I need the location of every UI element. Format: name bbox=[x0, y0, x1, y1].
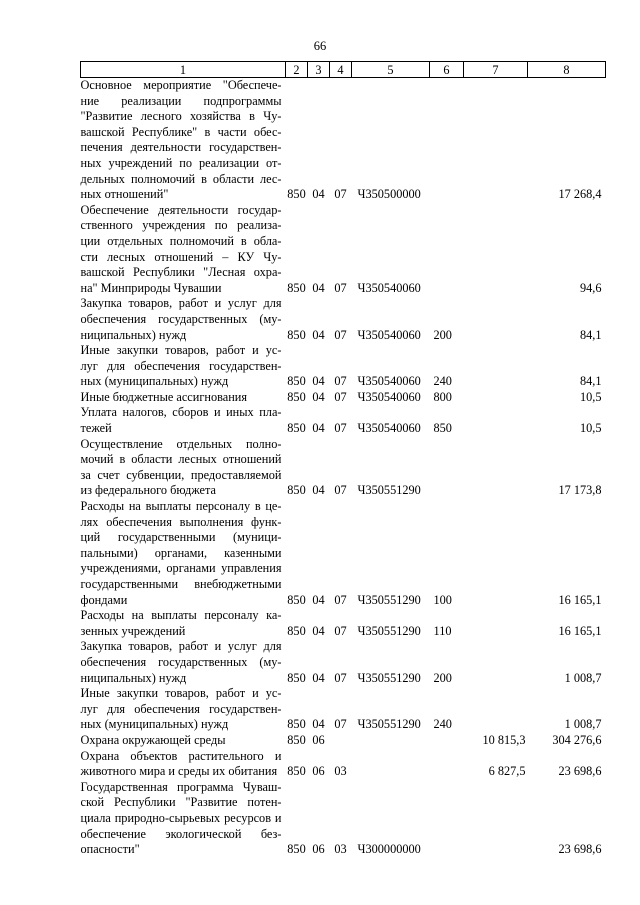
expense-name-line: за счет субвенции, предоставляемой bbox=[80, 467, 282, 482]
expense-name-cell bbox=[81, 203, 286, 297]
amount-8-cell: 23 698,6 bbox=[558, 842, 602, 857]
table-row bbox=[81, 749, 606, 780]
expense-name-line: ных отношений" bbox=[80, 187, 169, 202]
amount-8-cell: 304 276,6 bbox=[552, 732, 602, 747]
admin-code-cell: 850 bbox=[287, 327, 306, 342]
expense-type-cell: 200 bbox=[433, 670, 452, 685]
target-item-cell bbox=[352, 733, 430, 749]
expense-name-line: дельных полномочий в области лес- bbox=[80, 171, 282, 186]
expense-type-cell: 100 bbox=[433, 592, 452, 607]
expense-name-line: ных (муниципальных) нужд bbox=[80, 717, 229, 732]
admin-code-cell: 850 bbox=[287, 187, 306, 202]
subsection-cell: 07 bbox=[334, 623, 347, 638]
expense-name-line: Закупка товаров, работ и услуг для bbox=[80, 296, 282, 311]
expense-name-line: ственного учреждения по реализа- bbox=[80, 218, 282, 233]
amount-8-cell: 16 165,1 bbox=[558, 592, 602, 607]
target-item-cell: Ч350551290 bbox=[357, 717, 421, 732]
subsection-cell: 07 bbox=[334, 187, 347, 202]
expense-name-line: луг для обеспечения государствен- bbox=[80, 358, 282, 373]
expense-name-line: тежей bbox=[80, 421, 112, 436]
subsection-cell: 03 bbox=[334, 764, 347, 779]
expense-name-line: циала природно-сырьевых ресурсов bbox=[80, 810, 272, 825]
expense-name-line: учреждениями, органами управления bbox=[80, 561, 282, 576]
amount-7-cell bbox=[464, 499, 528, 608]
admin-code-cell: 850 bbox=[287, 764, 306, 779]
expense-name-line: Основное мероприятие "Обеспече- bbox=[80, 78, 282, 92]
table-row bbox=[81, 343, 606, 390]
table-row bbox=[81, 499, 606, 608]
header-col-7: 7 bbox=[464, 62, 528, 78]
header-col-8: 8 bbox=[528, 62, 606, 78]
amount-8-cell: 10,5 bbox=[579, 389, 602, 404]
section-cell: 06 bbox=[312, 764, 325, 779]
target-item-cell: Ч350500000 bbox=[357, 187, 421, 202]
expense-name-line: и обеспечение экологической без- bbox=[80, 810, 282, 841]
expense-type-cell: 200 bbox=[433, 327, 452, 342]
expense-name-line: обеспечения государственных (му- bbox=[80, 654, 282, 669]
admin-code-cell: 850 bbox=[287, 280, 306, 295]
expense-name-cell bbox=[81, 639, 286, 686]
expense-name-line: ций государственными (муници- bbox=[80, 530, 282, 545]
amount-7-cell: 10 815,3 bbox=[482, 732, 526, 747]
subsection-cell: 07 bbox=[334, 374, 347, 389]
header-col-5: 5 bbox=[352, 62, 430, 78]
expense-type-cell: 800 bbox=[433, 389, 452, 404]
expense-name-line: сти лесных отношений – КУ Чу- bbox=[80, 249, 282, 264]
amount-7-cell bbox=[464, 343, 528, 390]
amount-8-cell: 84,1 bbox=[579, 327, 602, 342]
expense-name-cell bbox=[81, 733, 286, 749]
expense-name-line: Охрана окружающей среды bbox=[80, 732, 226, 747]
amount-7-cell bbox=[464, 437, 528, 499]
admin-code-cell: 850 bbox=[287, 483, 306, 498]
amount-7-cell bbox=[464, 608, 528, 639]
target-item-cell: Ч350540060 bbox=[357, 374, 421, 389]
section-cell: 04 bbox=[312, 389, 325, 404]
amount-7-cell bbox=[464, 78, 528, 203]
admin-code-cell: 850 bbox=[287, 592, 306, 607]
expense-name-line: обеспечения государственных (му- bbox=[80, 311, 282, 326]
expense-type-cell bbox=[430, 733, 464, 749]
table-row bbox=[81, 203, 606, 297]
expense-name-line: Расходы на выплаты персоналу ка- bbox=[80, 608, 282, 623]
expense-type-cell bbox=[430, 780, 464, 858]
target-item-cell: Ч350540060 bbox=[357, 389, 421, 404]
section-cell: 04 bbox=[312, 280, 325, 295]
section-cell: 04 bbox=[312, 374, 325, 389]
section-cell: 04 bbox=[312, 483, 325, 498]
expense-name-line: ции отдельных полномочий в обла- bbox=[80, 233, 282, 248]
target-item-cell: Ч350551290 bbox=[357, 483, 421, 498]
admin-code-cell: 850 bbox=[287, 623, 306, 638]
subsection-cell: 07 bbox=[334, 280, 347, 295]
expense-name-line: Иные бюджетные ассигнования bbox=[80, 389, 248, 404]
page-number: 66 bbox=[313, 39, 327, 53]
admin-code-cell: 850 bbox=[287, 374, 306, 389]
expense-name-line: Осуществление отдельных полно- bbox=[80, 436, 282, 451]
table-row bbox=[81, 78, 606, 203]
target-item-cell bbox=[352, 749, 430, 780]
expense-name-line: ных учреждений по реализации от- bbox=[80, 155, 282, 170]
expense-name-line: Закупка товаров, работ и услуг для bbox=[80, 639, 282, 654]
expense-name-line: государственными внебюджетными bbox=[80, 577, 282, 591]
amount-8-cell: 17 173,8 bbox=[558, 483, 602, 498]
admin-code-cell: 850 bbox=[287, 421, 306, 436]
table-row bbox=[81, 780, 606, 858]
expense-name-line: пальными) органами, казенными bbox=[80, 545, 282, 560]
expense-name-line: лях обеспечения выполнения функ- bbox=[80, 514, 282, 529]
expense-name-line: ниципальных) нужд bbox=[80, 670, 187, 685]
expense-name-line: печения деятельности государствен- bbox=[80, 140, 282, 155]
expense-type-cell: 110 bbox=[433, 623, 452, 638]
expense-name-line: Обеспечение деятельности государ- bbox=[80, 202, 282, 217]
table-row bbox=[81, 608, 606, 639]
header-col-6: 6 bbox=[430, 62, 464, 78]
section-cell: 06 bbox=[312, 732, 325, 747]
expense-name-line: Государственная программа Чуваш- bbox=[80, 779, 282, 794]
amount-8-cell: 94,6 bbox=[579, 280, 602, 295]
section-cell: 04 bbox=[312, 670, 325, 685]
table-row bbox=[81, 405, 606, 436]
expense-name-line: животного мира и среды их обитания bbox=[80, 764, 278, 779]
subsection-cell: 07 bbox=[334, 327, 347, 342]
expense-name-cell bbox=[81, 343, 286, 390]
section-cell: 04 bbox=[312, 717, 325, 732]
admin-code-cell: 850 bbox=[287, 389, 306, 404]
expense-type-cell: 850 bbox=[433, 421, 452, 436]
expense-name-line: Иные закупки товаров, работ и ус- bbox=[80, 343, 282, 358]
expense-name-line: фондами bbox=[80, 592, 128, 607]
header-col-2: 2 bbox=[286, 62, 308, 78]
table-header bbox=[81, 62, 606, 78]
amount-7-cell bbox=[464, 686, 528, 733]
amount-7-cell bbox=[464, 296, 528, 343]
table-row bbox=[81, 437, 606, 499]
section-cell: 04 bbox=[312, 421, 325, 436]
section-cell: 04 bbox=[312, 592, 325, 607]
admin-code-cell: 850 bbox=[287, 842, 306, 857]
target-item-cell: Ч350551290 bbox=[357, 623, 421, 638]
expense-type-cell bbox=[430, 203, 464, 297]
expense-name-line: ние реализации подпрограммы bbox=[80, 93, 282, 108]
expense-name-line: ниципальных) нужд bbox=[80, 327, 187, 342]
expense-name-line: Уплата налогов, сборов и иных пла- bbox=[80, 405, 282, 420]
budget-table bbox=[80, 61, 606, 858]
expense-name-cell bbox=[81, 437, 286, 499]
amount-8-cell: 1 008,7 bbox=[564, 717, 602, 732]
table-row bbox=[81, 733, 606, 749]
expense-name-cell bbox=[81, 499, 286, 608]
target-item-cell: Ч350551290 bbox=[357, 592, 421, 607]
expense-name-line: Охрана объектов растительного и bbox=[80, 748, 282, 763]
subsection-cell: 07 bbox=[334, 717, 347, 732]
table-row bbox=[81, 639, 606, 686]
section-cell: 04 bbox=[312, 187, 325, 202]
amount-7-cell bbox=[464, 405, 528, 436]
expense-name-line: вашской Республике" в части обес- bbox=[80, 124, 282, 139]
expense-name-line: опасности" bbox=[80, 842, 140, 857]
amount-8-cell: 1 008,7 bbox=[564, 670, 602, 685]
amount-8-cell: 23 698,6 bbox=[558, 764, 602, 779]
section-cell: 04 bbox=[312, 327, 325, 342]
expense-name-cell bbox=[81, 749, 286, 780]
expense-name-line: зенных учреждений bbox=[80, 623, 186, 638]
section-cell: 04 bbox=[312, 623, 325, 638]
table-row bbox=[81, 686, 606, 733]
subsection-cell: 07 bbox=[334, 670, 347, 685]
expense-name-cell bbox=[81, 78, 286, 203]
header-col-4: 4 bbox=[330, 62, 352, 78]
target-item-cell: Ч350540060 bbox=[357, 327, 421, 342]
subsection-cell: 07 bbox=[334, 483, 347, 498]
expense-type-cell: 240 bbox=[433, 717, 452, 732]
expense-name-line: вашской Республики "Лесная охра- bbox=[80, 265, 282, 280]
expense-name-line: "Развитие лесного хозяйства в Чу- bbox=[80, 109, 282, 124]
amount-8-cell: 16 165,1 bbox=[558, 623, 602, 638]
expense-name-cell bbox=[81, 780, 286, 858]
section-cell: 06 bbox=[312, 842, 325, 857]
subsection-cell: 03 bbox=[334, 842, 347, 857]
expense-name-cell bbox=[81, 390, 286, 406]
expense-name-line: Расходы на выплаты персоналу в це- bbox=[80, 499, 282, 514]
expense-name-line: Иные закупки товаров, работ и ус- bbox=[80, 686, 282, 701]
subsection-cell: 07 bbox=[334, 389, 347, 404]
expense-type-cell bbox=[430, 749, 464, 780]
amount-7-cell: 6 827,5 bbox=[488, 764, 526, 779]
amount-8-cell: 84,1 bbox=[579, 374, 602, 389]
admin-code-cell: 850 bbox=[287, 670, 306, 685]
expense-type-cell bbox=[430, 78, 464, 203]
amount-7-cell bbox=[464, 390, 528, 406]
table-body bbox=[81, 78, 606, 858]
expense-name-line: на" Минприроды Чувашии bbox=[80, 280, 222, 295]
expense-name-line: мочий в области лесных отношений bbox=[80, 452, 282, 467]
expense-type-cell bbox=[430, 437, 464, 499]
subsection-cell: 07 bbox=[334, 592, 347, 607]
target-item-cell: Ч350540060 bbox=[357, 421, 421, 436]
table-row bbox=[81, 296, 606, 343]
expense-name-line: ской Республики "Развитие потен- bbox=[80, 795, 282, 810]
table-row bbox=[81, 390, 606, 406]
target-item-cell: Ч350551290 bbox=[357, 670, 421, 685]
expense-name-line: ных (муниципальных) нужд bbox=[80, 374, 229, 389]
amount-7-cell bbox=[464, 780, 528, 858]
target-item-cell: Ч350540060 bbox=[357, 280, 421, 295]
header-col-3: 3 bbox=[308, 62, 330, 78]
expense-name-cell bbox=[81, 686, 286, 733]
subsection-cell bbox=[330, 733, 352, 749]
amount-7-cell bbox=[464, 203, 528, 297]
expense-name-line: из федерального бюджета bbox=[80, 483, 216, 498]
target-item-cell: Ч300000000 bbox=[357, 842, 421, 857]
admin-code-cell: 850 bbox=[287, 717, 306, 732]
amount-8-cell: 10,5 bbox=[579, 421, 602, 436]
amount-8-cell: 17 268,4 bbox=[558, 187, 602, 202]
amount-7-cell bbox=[464, 639, 528, 686]
subsection-cell: 07 bbox=[334, 421, 347, 436]
expense-name-cell bbox=[81, 296, 286, 343]
expense-type-cell: 240 bbox=[433, 374, 452, 389]
header-col-1: 1 bbox=[81, 62, 286, 78]
expense-name-cell bbox=[81, 405, 286, 436]
admin-code-cell: 850 bbox=[287, 732, 306, 747]
expense-name-cell bbox=[81, 608, 286, 639]
expense-name-line: луг для обеспечения государствен- bbox=[80, 701, 282, 716]
